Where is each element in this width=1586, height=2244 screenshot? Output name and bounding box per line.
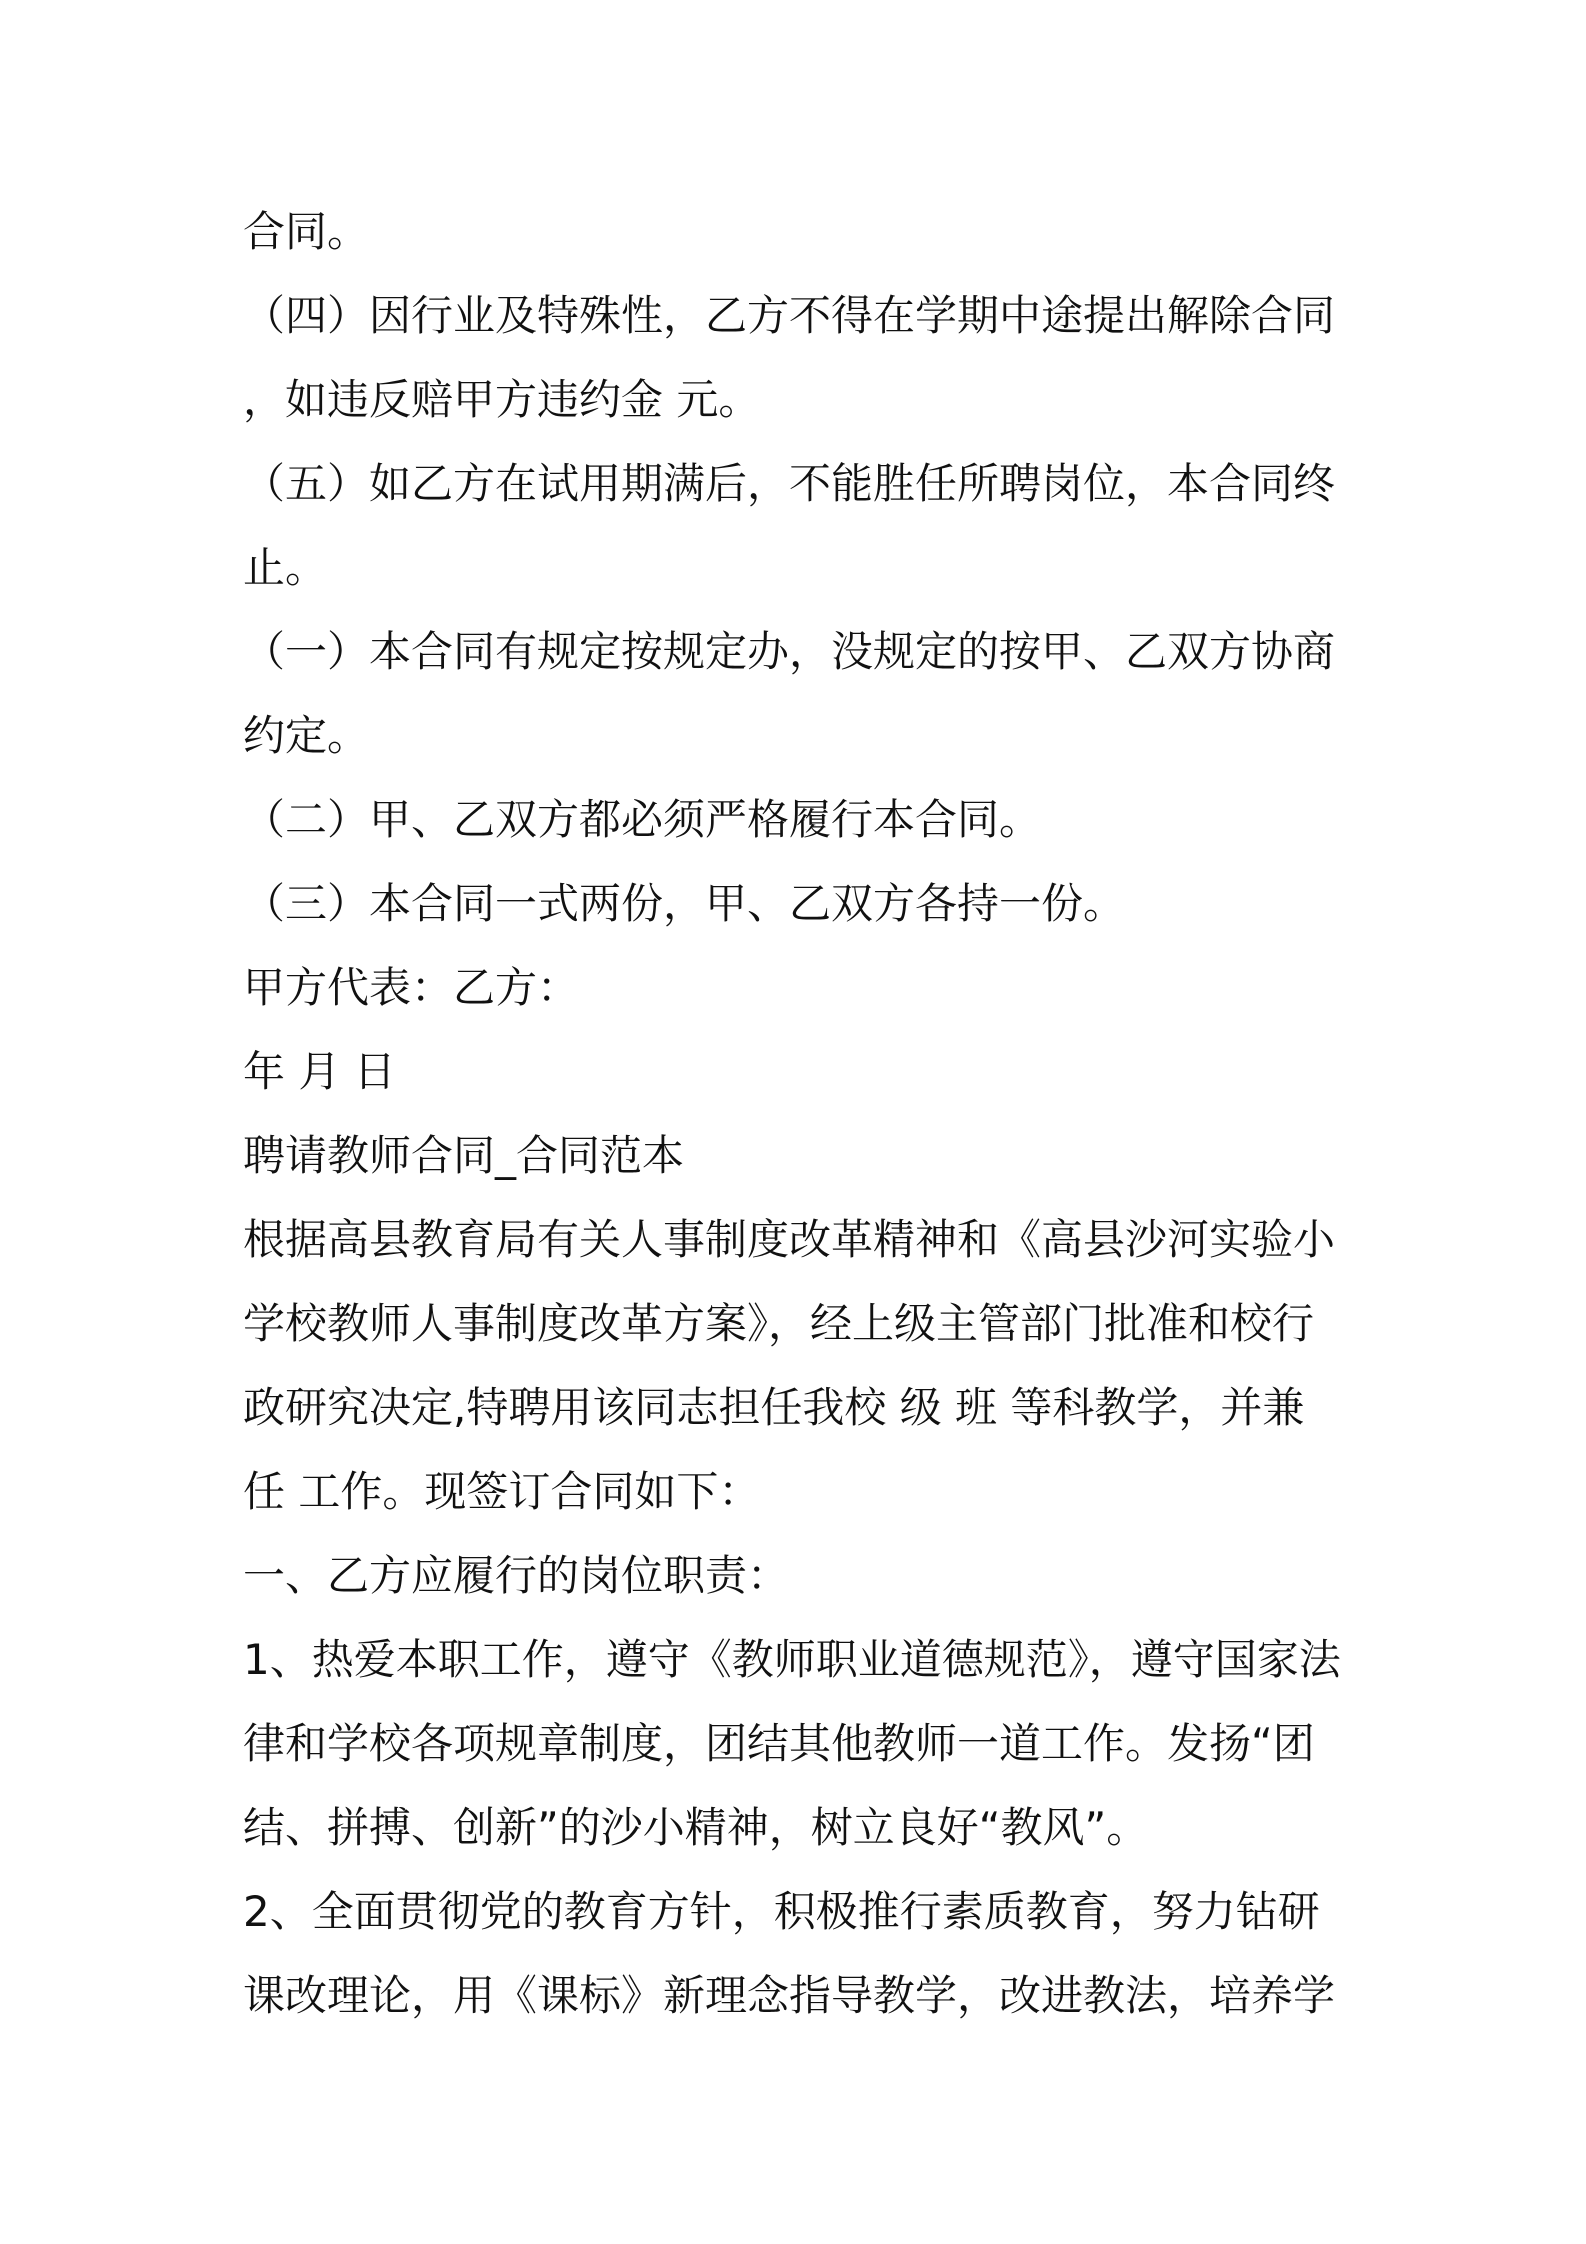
- text-line: 约定。: [243, 711, 370, 760]
- text-line: 课改理论，用《课标》新理念指导教学，改进教法，培养学: [243, 1971, 1336, 2020]
- text-line: 律和学校各项规章制度，团结其他教师一道工作。发扬“团: [243, 1719, 1315, 1768]
- text-line: 合同。: [243, 207, 370, 256]
- text-line: 政研究决定,特聘用该同志担任我校 级 班 等科教学，并兼: [243, 1383, 1305, 1432]
- text-line: 结、拼搏、创新”的沙小精神，树立良好“教风”。: [243, 1803, 1149, 1852]
- text-line: 1、热爱本职工作，遵守《教师职业道德规范》，遵守国家法: [243, 1635, 1341, 1684]
- section-heading: 一、乙方应履行的岗位职责：: [243, 1551, 790, 1600]
- date-line: 年 月 日: [243, 1047, 396, 1096]
- signature-line: 甲方代表：乙方：: [243, 963, 580, 1012]
- text-line: （二）甲、乙双方都必须严格履行本合同。: [243, 795, 1042, 844]
- text-line: （一）本合同有规定按规定办，没规定的按甲、乙双方协商: [243, 627, 1336, 676]
- text-line: （四）因行业及特殊性，乙方不得在学期中途提出解除合同: [243, 291, 1336, 340]
- text-line: ，如违反赔甲方违约金 元。: [243, 375, 761, 424]
- text-line: （五）如乙方在试用期满后，不能胜任所聘岗位，本合同终: [243, 459, 1336, 508]
- text-line: 2、全面贯彻党的教育方针，积极推行素质教育，努力钻研: [243, 1887, 1320, 1936]
- text-line: （三）本合同一式两份，甲、乙双方各持一份。: [243, 879, 1126, 928]
- document-title: 聘请教师合同_合同范本: [243, 1131, 685, 1180]
- document-body: [243, 190, 1363, 2038]
- text-line: 根据高县教育局有关人事制度改革精神和《高县沙河实验小: [243, 1215, 1336, 1264]
- text-line: 学校教师人事制度改革方案》，经上级主管部门批准和校行: [243, 1299, 1315, 1348]
- text-line: 止。: [243, 543, 328, 592]
- text-line: 任 工作。现签订合同如下：: [243, 1467, 761, 1516]
